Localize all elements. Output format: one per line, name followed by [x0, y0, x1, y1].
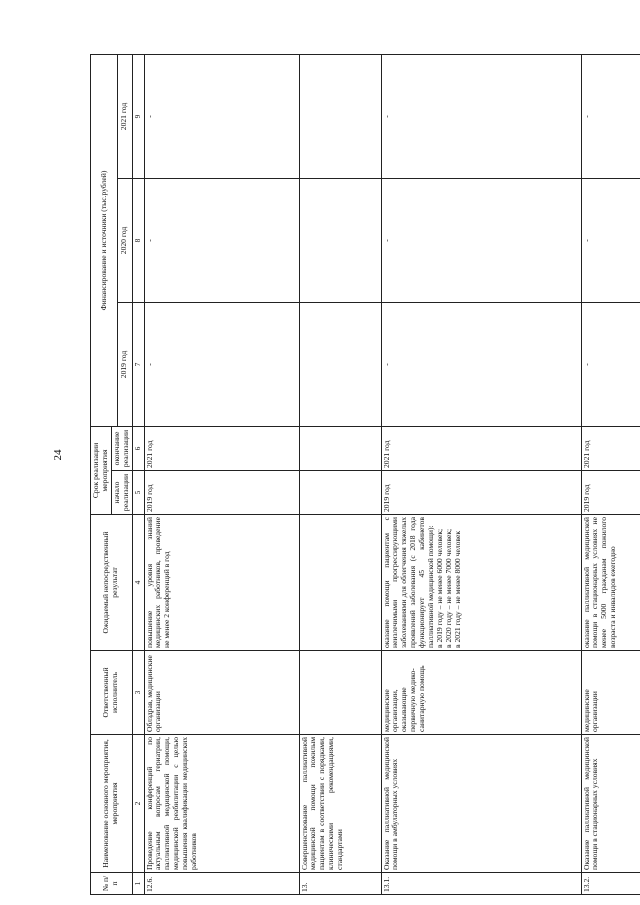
header-start: начало реализации — [111, 471, 132, 515]
col-number: 4 — [132, 515, 144, 651]
header-name: Наименование основного мероприятия, мероприятия — [91, 735, 133, 873]
measures-table — [90, 54, 640, 895]
col-number: 5 — [132, 471, 144, 515]
row-executor: медицинские организации — [581, 651, 640, 735]
row-executor: медицинские организации, оказывающие первичную медико-санитарную помощь — [381, 651, 581, 735]
row-start: 2019 год — [381, 471, 581, 515]
header-finance: Финансирование и источники (тыс.рублей) — [91, 54, 118, 426]
row-start: 2019 год — [581, 471, 640, 515]
header-period: Срок реализации мероприятия — [91, 426, 112, 514]
row-f2021: - — [144, 54, 299, 178]
header-end: окончание реализации — [111, 426, 132, 470]
row-end: 2021 год — [381, 426, 581, 470]
header-executor: Ответственный исполнитель — [91, 651, 133, 735]
row-f2021 — [299, 54, 381, 178]
header-2021: 2021 год — [118, 54, 133, 178]
col-number: 3 — [132, 651, 144, 735]
col-number: 2 — [132, 735, 144, 873]
row-name: Оказание паллиативной медицинской помощи в стационарных условиях — [581, 735, 640, 873]
row-result-line: в 2019 году – не менее 6000 человек; — [434, 528, 444, 648]
table-row — [581, 54, 640, 894]
row-end: 2021 год — [581, 426, 640, 470]
row-no: 13. — [299, 873, 381, 895]
header-2019: 2019 год — [118, 302, 133, 426]
table-row — [299, 54, 381, 894]
row-result-line: в 2020 году – не менее 7000 человек; — [443, 528, 453, 648]
table-row — [381, 54, 581, 894]
row-end — [299, 426, 381, 470]
row-name: Совершенствование паллиативной медицинской помощи пожилым пациентам в соответствии с порядками, клиническими рекомендациями, стандартами — [299, 735, 381, 873]
header-2020: 2020 год — [118, 178, 133, 302]
col-number: 8 — [132, 178, 144, 302]
row-start — [299, 471, 381, 515]
col-number: 9 — [132, 54, 144, 178]
row-f2019: - — [381, 302, 581, 426]
page-number: 24 — [52, 449, 64, 461]
row-executor: Облздрав, медицинские организации — [144, 651, 299, 735]
col-number: 6 — [132, 426, 144, 470]
row-no: 13.2. — [581, 873, 640, 895]
row-name: Проведение конференций по актуальным вопросам гериатрии, паллиативной медицинской помощи, медицинской реабилитации с целью повышения квалификации медицинских работников — [144, 735, 299, 873]
row-f2019 — [299, 302, 381, 426]
col-number: 1 — [132, 873, 144, 895]
row-result: повышение уровня знаний медицинских работников, проведение не менее 2 конференций в год — [144, 515, 299, 651]
row-no: 13.1. — [381, 873, 581, 895]
row-result-line: в 2021 году – не менее 8000 человек — [452, 530, 462, 648]
row-name: Оказание паллиативной медицинской помощи в амбулаторных условиях — [381, 735, 581, 873]
row-no: 12.6. — [144, 873, 299, 895]
row-start: 2019 год — [144, 471, 299, 515]
row-result — [381, 515, 581, 651]
row-result — [299, 515, 381, 651]
row-f2019: - — [144, 302, 299, 426]
row-f2020 — [299, 178, 381, 302]
table-row — [144, 54, 299, 894]
row-f2021: - — [581, 54, 640, 178]
header-no: № п/п — [91, 873, 133, 895]
row-f2019: - — [581, 302, 640, 426]
row-end: 2021 год — [144, 426, 299, 470]
header-result: Ожидаемый непосредственный результат — [91, 515, 133, 651]
col-number: 7 — [132, 302, 144, 426]
row-f2020: - — [581, 178, 640, 302]
row-result-text: оказание помощи пациентам с неизлечимыми прогрессирующими заболеваниями для облегчения тяжелых проявлений заболевания (с 2018 года функционирует 45 кабинетов паллиативной медицинской помощи): — [381, 517, 436, 648]
row-f2021: - — [381, 54, 581, 178]
rotated-table-container — [90, 55, 635, 895]
row-f2020: - — [144, 178, 299, 302]
row-result: оказание паллиативной медицинской помощи в стационарных условиях не менее 5000 гражданам пожилого возраста и инвалидов ежегодно — [581, 515, 640, 651]
row-executor — [299, 651, 381, 735]
row-f2020: - — [381, 178, 581, 302]
